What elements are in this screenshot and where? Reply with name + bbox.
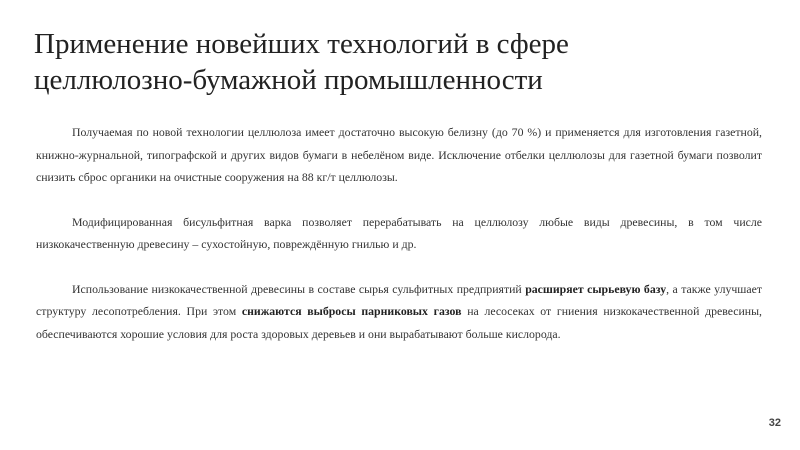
- emphasis-raw-material-base: расширяет сырьевую базу: [525, 281, 667, 296]
- paragraph-bisulfite-cooking: Модифицированная бисульфитная варка позволяет перерабатывать на целлюлозу любые виды древесины, в том числе низкокачественную древесину – сухостойную, повреждённую гнилью и др.: [36, 214, 762, 251]
- emphasis-greenhouse-emissions: снижаются выбросы парниковых газов: [241, 304, 462, 318]
- slide-title-line-1: Применение новейших технологий в сфере: [34, 28, 569, 60]
- paragraph-whiteness: Получаемая по новой технологии целлюлоза имеет достаточно высокую белизну (до 70 %) и применяется для изготовления газетной, книжно-журнальной, типографской и других видов бумаги в небелёном виде. Исключение отбелки целлюлозы для газетной бумаги позволит снизить сброс органики на очистные сооружения на 88 кг/т целлюлозы.: [36, 125, 762, 184]
- paragraph-3-part-3: на лесосеках от гниения низкокачественной древесины, обеспечиваются хорошие условия для роста здоровых деревьев и они вырабатывают больше кислорода.: [36, 304, 762, 341]
- paragraph-3-part-1: Использование низкокачественной древесины в составе сырья сульфитных предприятий: [72, 281, 526, 296]
- slide-body: [36, 121, 762, 367]
- slide-number: 32: [768, 417, 781, 429]
- slide-title: [34, 26, 774, 98]
- paragraph-3-part-2: , а также улучшает структуру лесопотребления. При этом: [36, 281, 762, 318]
- paragraph-low-grade-wood: [36, 278, 762, 346]
- slide-title-line-2: целлюлозно-бумажной промышленности: [34, 64, 543, 96]
